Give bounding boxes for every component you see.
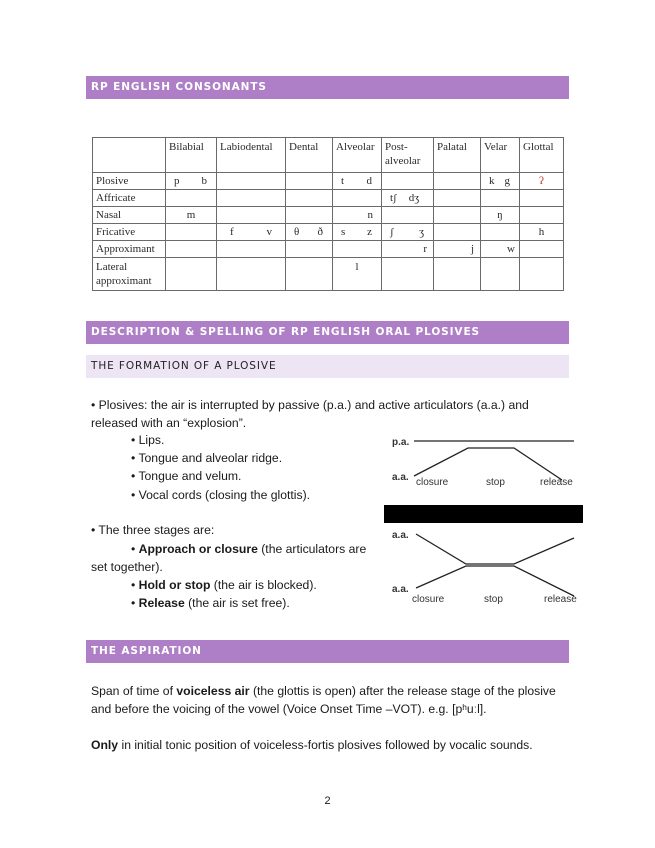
row-label: Nasal xyxy=(93,207,166,224)
table-row xyxy=(93,241,564,258)
table-row xyxy=(93,224,564,241)
plosive-diagram-1 xyxy=(388,428,583,492)
list-item: • Tongue and alveolar ridge. xyxy=(131,451,283,465)
table-row xyxy=(93,173,564,190)
symbol: g xyxy=(504,175,510,187)
row-label: Affricate xyxy=(93,190,166,207)
symbol: f xyxy=(230,226,234,238)
symbol: t xyxy=(341,175,345,187)
label-closure: closure xyxy=(416,477,449,488)
stage-item: • Hold or stop (the air is blocked). xyxy=(131,578,317,592)
label-pa: p.a. xyxy=(392,437,410,448)
aspiration-line3: Only in initial tonic position of voiceless-fortis plosives followed by vocalic sounds. xyxy=(91,738,533,752)
label-closure: closure xyxy=(412,594,445,605)
table-corner xyxy=(93,138,166,173)
symbol: j xyxy=(470,243,474,255)
symbol: b xyxy=(201,175,207,187)
symbol: h xyxy=(538,226,545,238)
label-aa-top: a.a. xyxy=(392,530,409,541)
col-header: Dental xyxy=(286,138,333,173)
symbol: ʃ xyxy=(390,226,394,238)
label-aa: a.a. xyxy=(392,472,409,483)
symbol: k xyxy=(489,175,495,187)
table-row xyxy=(93,190,564,207)
symbol: w xyxy=(507,243,515,255)
symbol: m xyxy=(186,209,196,221)
symbol: v xyxy=(266,226,272,238)
row-label: Approximant xyxy=(93,241,166,258)
symbol: n xyxy=(367,209,373,221)
symbol: l xyxy=(355,261,359,273)
symbol: ʔ xyxy=(539,175,544,187)
symbol: tʃ xyxy=(390,192,397,204)
redaction-bar xyxy=(384,505,583,523)
section-header-plosives: DESCRIPTION & SPELLING OF RP ENGLISH ORAL PLOSIVES xyxy=(86,321,569,344)
col-header: Alveolar xyxy=(333,138,382,173)
list-item: • Tongue and velum. xyxy=(131,469,242,483)
page-number: 2 xyxy=(324,795,331,807)
label-stop: stop xyxy=(486,477,505,488)
symbol: r xyxy=(423,243,427,255)
col-header: Bilabial xyxy=(166,138,217,173)
symbol: θ xyxy=(294,226,300,238)
aspiration-line1: Span of time of voiceless air (the glottis is open) after the release stage of the plosive xyxy=(91,684,556,698)
symbol: p xyxy=(174,175,180,187)
table-row xyxy=(93,258,564,291)
symbol: z xyxy=(367,226,372,238)
stage-item-cont: set together). xyxy=(91,560,163,574)
row-label: Lateral approximant xyxy=(93,258,166,291)
col-header: Palatal xyxy=(434,138,481,173)
plosive-diagram-2 xyxy=(388,524,583,610)
table-row xyxy=(93,207,564,224)
list-item: • Lips. xyxy=(131,433,165,447)
row-label: Plosive xyxy=(93,173,166,190)
symbol: ʒ xyxy=(419,226,424,238)
symbol: ŋ xyxy=(497,209,503,221)
col-header: Glottal xyxy=(520,138,564,173)
formation-intro: • Plosives: the air is interrupted by passive (p.a.) and active articulators (a.a.) and released with an “explosion”. xyxy=(91,398,529,431)
stage-item: • Release (the air is set free). xyxy=(131,596,290,610)
consonant-chart xyxy=(92,137,564,291)
label-release: release xyxy=(544,594,577,605)
subsection-header-formation: THE FORMATION OF A PLOSIVE xyxy=(86,355,569,378)
label-aa-bottom: a.a. xyxy=(392,584,409,595)
stages-intro: • The three stages are: xyxy=(91,523,215,537)
label-stop: stop xyxy=(484,594,503,605)
list-item: • Vocal cords (closing the glottis). xyxy=(131,488,311,502)
symbol: d xyxy=(366,175,372,187)
stage-item: • Approach or closure (the articulators are xyxy=(131,542,367,556)
aspiration-line2: and before the voicing of the vowel (Voice Onset Time –VOT). e.g. [pʰuːl]. xyxy=(91,702,487,716)
row-label: Fricative xyxy=(93,224,166,241)
section-header-consonants: RP ENGLISH CONSONANTS xyxy=(86,76,569,99)
col-header: Post-alveolar xyxy=(382,138,434,173)
col-header: Velar xyxy=(481,138,520,173)
label-release: release xyxy=(540,477,573,488)
section-header-aspiration: THE ASPIRATION xyxy=(86,640,569,663)
symbol: dʒ xyxy=(408,192,420,204)
symbol: s xyxy=(341,226,346,238)
symbol: ð xyxy=(317,226,323,238)
col-header: Labiodental xyxy=(217,138,286,173)
